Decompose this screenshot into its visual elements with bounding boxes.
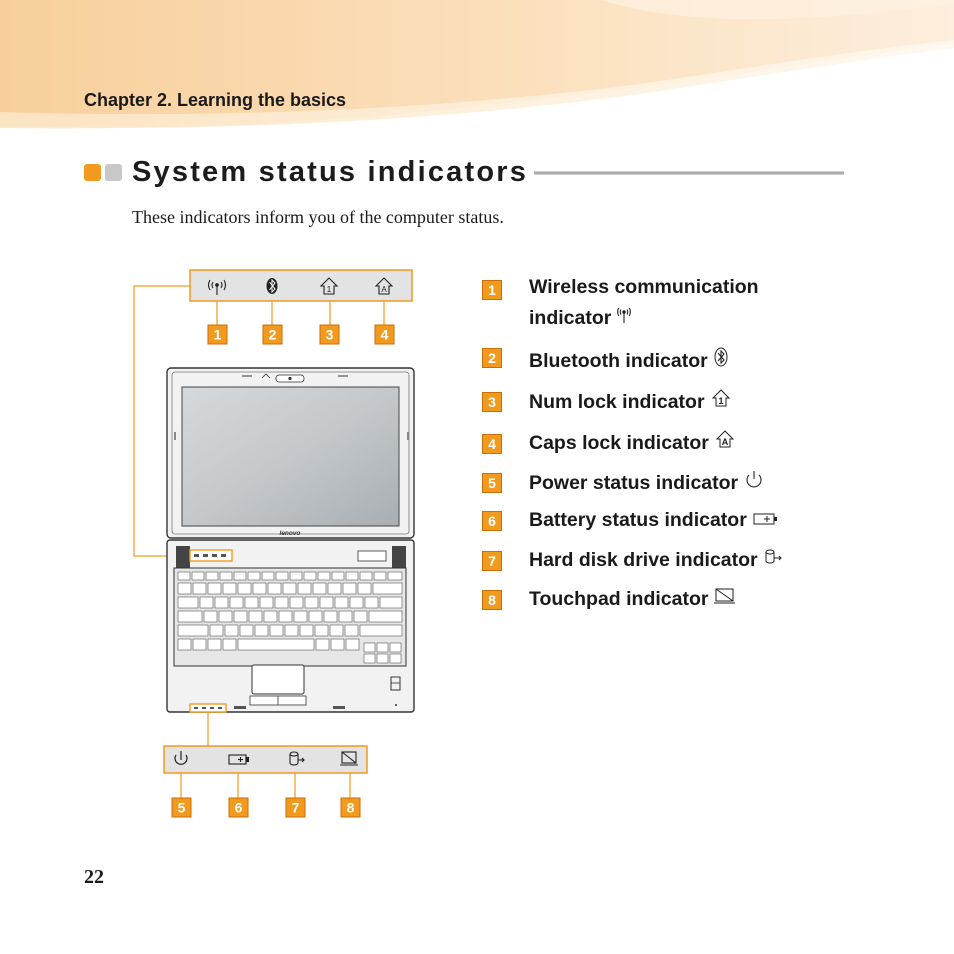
intro-text: These indicators inform you of the computer status. bbox=[132, 207, 504, 227]
brand-logo: lenovo bbox=[279, 530, 301, 537]
item-label: Wireless communication indicator bbox=[529, 272, 829, 334]
figure-badge-3 bbox=[320, 325, 339, 344]
item-label: Num lock indicator 1 bbox=[529, 387, 829, 418]
svg-text:1: 1 bbox=[213, 326, 222, 343]
item-label: Power status indicator bbox=[529, 468, 829, 499]
bluetooth-icon bbox=[267, 278, 278, 294]
page-number: 22 bbox=[84, 866, 104, 888]
bluetooth-icon bbox=[714, 346, 728, 377]
item-badge: 7 bbox=[482, 551, 502, 571]
svg-text:A: A bbox=[721, 437, 729, 448]
header-band bbox=[0, 0, 954, 135]
laptop-figure bbox=[120, 260, 420, 830]
item-badge: 3 bbox=[482, 392, 502, 412]
laptop-base bbox=[167, 540, 414, 712]
svg-text:6: 6 bbox=[234, 799, 243, 816]
svg-text:2: 2 bbox=[268, 326, 277, 343]
bottom-leaders bbox=[181, 773, 350, 798]
item-label: Battery status indicator bbox=[529, 505, 829, 536]
figure-badge-1 bbox=[208, 325, 227, 344]
item-label: Bluetooth indicator bbox=[529, 346, 829, 377]
top-badges bbox=[208, 325, 394, 344]
hard-disk-icon bbox=[764, 545, 782, 576]
touchpad-icon bbox=[714, 584, 736, 615]
item-badge: 1 bbox=[482, 280, 502, 300]
item-label: Touchpad indicator bbox=[529, 584, 829, 615]
section-title: System status indicators bbox=[132, 156, 529, 188]
svg-text:A: A bbox=[381, 285, 387, 294]
title-square-gray bbox=[105, 164, 122, 181]
svg-text:1: 1 bbox=[326, 285, 332, 294]
bottom-indicator-panel bbox=[164, 746, 367, 773]
num-lock-icon bbox=[711, 387, 731, 418]
svg-text:7: 7 bbox=[291, 799, 300, 816]
item-label: Caps lock indicator A bbox=[529, 428, 829, 459]
item-badge: 4 bbox=[482, 434, 502, 454]
svg-text:4: 4 bbox=[380, 326, 389, 343]
figure-badge-5 bbox=[172, 798, 191, 817]
title-rule bbox=[534, 171, 844, 175]
item-badge: 5 bbox=[482, 473, 502, 493]
item-badge: 6 bbox=[482, 511, 502, 531]
chapter-heading: Chapter 2. Learning the basics bbox=[84, 90, 347, 110]
figure-badge-2 bbox=[263, 325, 282, 344]
power-icon bbox=[744, 468, 764, 499]
section-title-row bbox=[84, 156, 844, 190]
laptop-lid bbox=[167, 368, 414, 538]
caps-lock-icon bbox=[715, 428, 735, 459]
svg-text:8: 8 bbox=[346, 799, 355, 816]
svg-text:3: 3 bbox=[325, 326, 334, 343]
svg-text:1: 1 bbox=[718, 396, 724, 407]
item-label: Hard disk drive indicator bbox=[529, 545, 829, 576]
figure-badge-8 bbox=[341, 798, 360, 817]
svg-text:5: 5 bbox=[177, 799, 186, 816]
title-square-orange bbox=[84, 164, 101, 181]
item-badge: 2 bbox=[482, 348, 502, 368]
bottom-badges bbox=[172, 798, 360, 817]
wireless-icon bbox=[617, 303, 631, 334]
battery-icon bbox=[753, 505, 779, 536]
figure-badge-7 bbox=[286, 798, 305, 817]
item-badge: 8 bbox=[482, 590, 502, 610]
figure-badge-4 bbox=[375, 325, 394, 344]
figure-badge-6 bbox=[229, 798, 248, 817]
